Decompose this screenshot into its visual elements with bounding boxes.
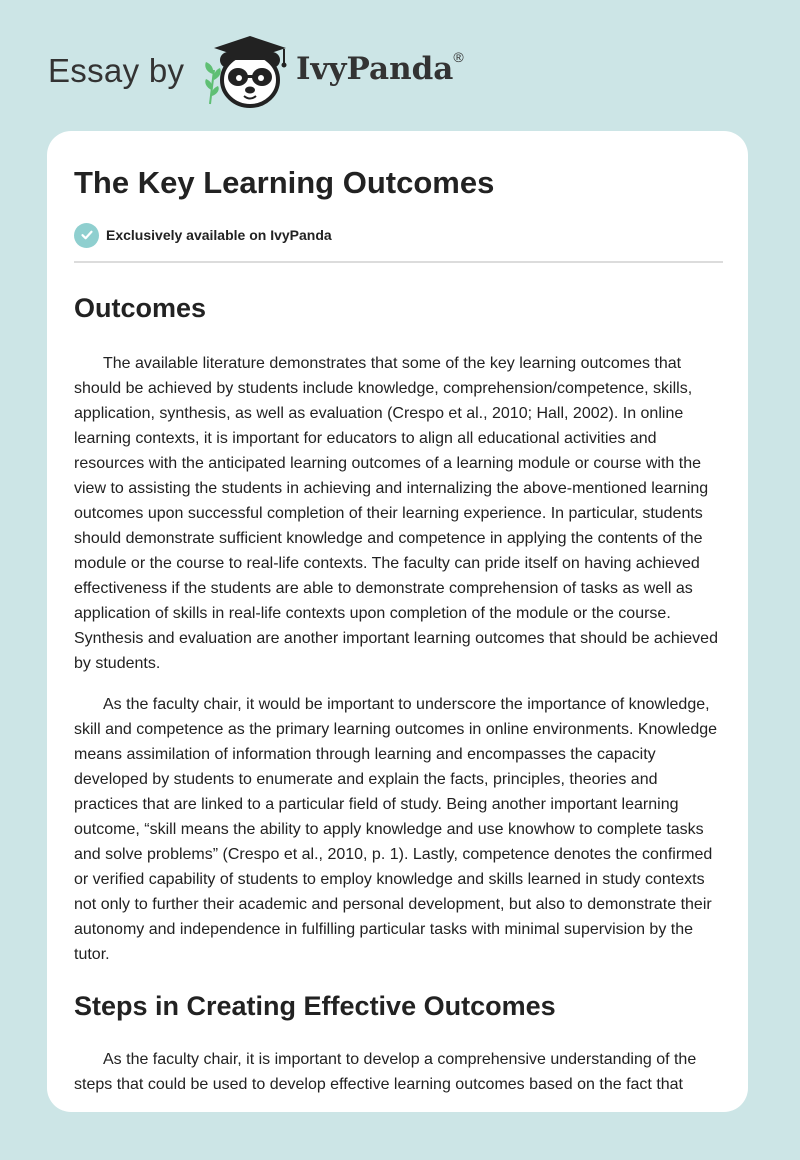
exclusive-badge bbox=[74, 222, 332, 248]
brand-name[interactable] bbox=[296, 51, 464, 87]
brand-name-text: IvyPanda bbox=[296, 51, 454, 87]
panda-graduate-logo-icon[interactable] bbox=[200, 30, 296, 110]
section-heading-outcomes: Outcomes bbox=[74, 293, 207, 323]
section-heading-steps: Steps in Creating Effective Outcomes bbox=[74, 991, 556, 1021]
essay-card bbox=[47, 131, 748, 1112]
registered-mark: ® bbox=[453, 49, 464, 65]
paragraph: As the faculty chair, it would be important to underscore the importance of knowledge, skill and competence as the primary learning outcomes in online environments. Knowledge means assimilation of information through learning and encompasses the capacity developed by students to enumerate and explain the facts, principles, theories and practices that are linked to a particular field of study. Being another important learning outcome, “skill means the ability to apply knowledge and use knowhow to complete tasks and solve problems” (Crespo et al., 2010, p. 1). Lastly, competence denotes the confirmed or verified capability of students to employ knowledge and skills learned in study contexts not only to further their academic and personal development, but also to demonstrate their autonomy and independence in fulfilling particular tasks with minimal supervision by the tutor. bbox=[74, 696, 718, 963]
badge-text: Exclusively available on IvyPanda bbox=[106, 227, 332, 243]
paragraph: The available literature demonstrates that some of the key learning outcomes that should be achieved by students include knowledge, comprehension/competence, skills, application, synthesis, as well as evaluation (Crespo et al., 2010; Hall, 2002). In online learning contexts, it is important for educators to align all educational activities and resources with the anticipated learning outcomes of a learning module or course with the view to assisting the students in achieving and internalizing the above-mentioned learning outcomes upon successful completion of their learning experience. In particular, students should demonstrate sufficient knowledge and competence in applying the contents of the module or the course to real-life contexts. The faculty can pride itself on having achieved effectiveness if the students are able to demonstrate comprehension of tasks as well as application of skills in real-life contexts upon completion of the module or the course. Synthesis and evaluation are another important learning outcomes that should be achieved by students. bbox=[74, 355, 718, 672]
check-circle-icon bbox=[74, 223, 99, 248]
essay-by-label: Essay by bbox=[48, 52, 185, 89]
paragraph: As the faculty chair, it is important to develop a comprehensive understanding of the steps that could be used to develop effective learning outcomes based on the fact that bbox=[74, 1051, 697, 1093]
page-title: The Key Learning Outcomes bbox=[74, 165, 495, 200]
divider bbox=[74, 261, 723, 263]
essay-body bbox=[74, 281, 725, 1097]
site-header bbox=[0, 0, 800, 130]
